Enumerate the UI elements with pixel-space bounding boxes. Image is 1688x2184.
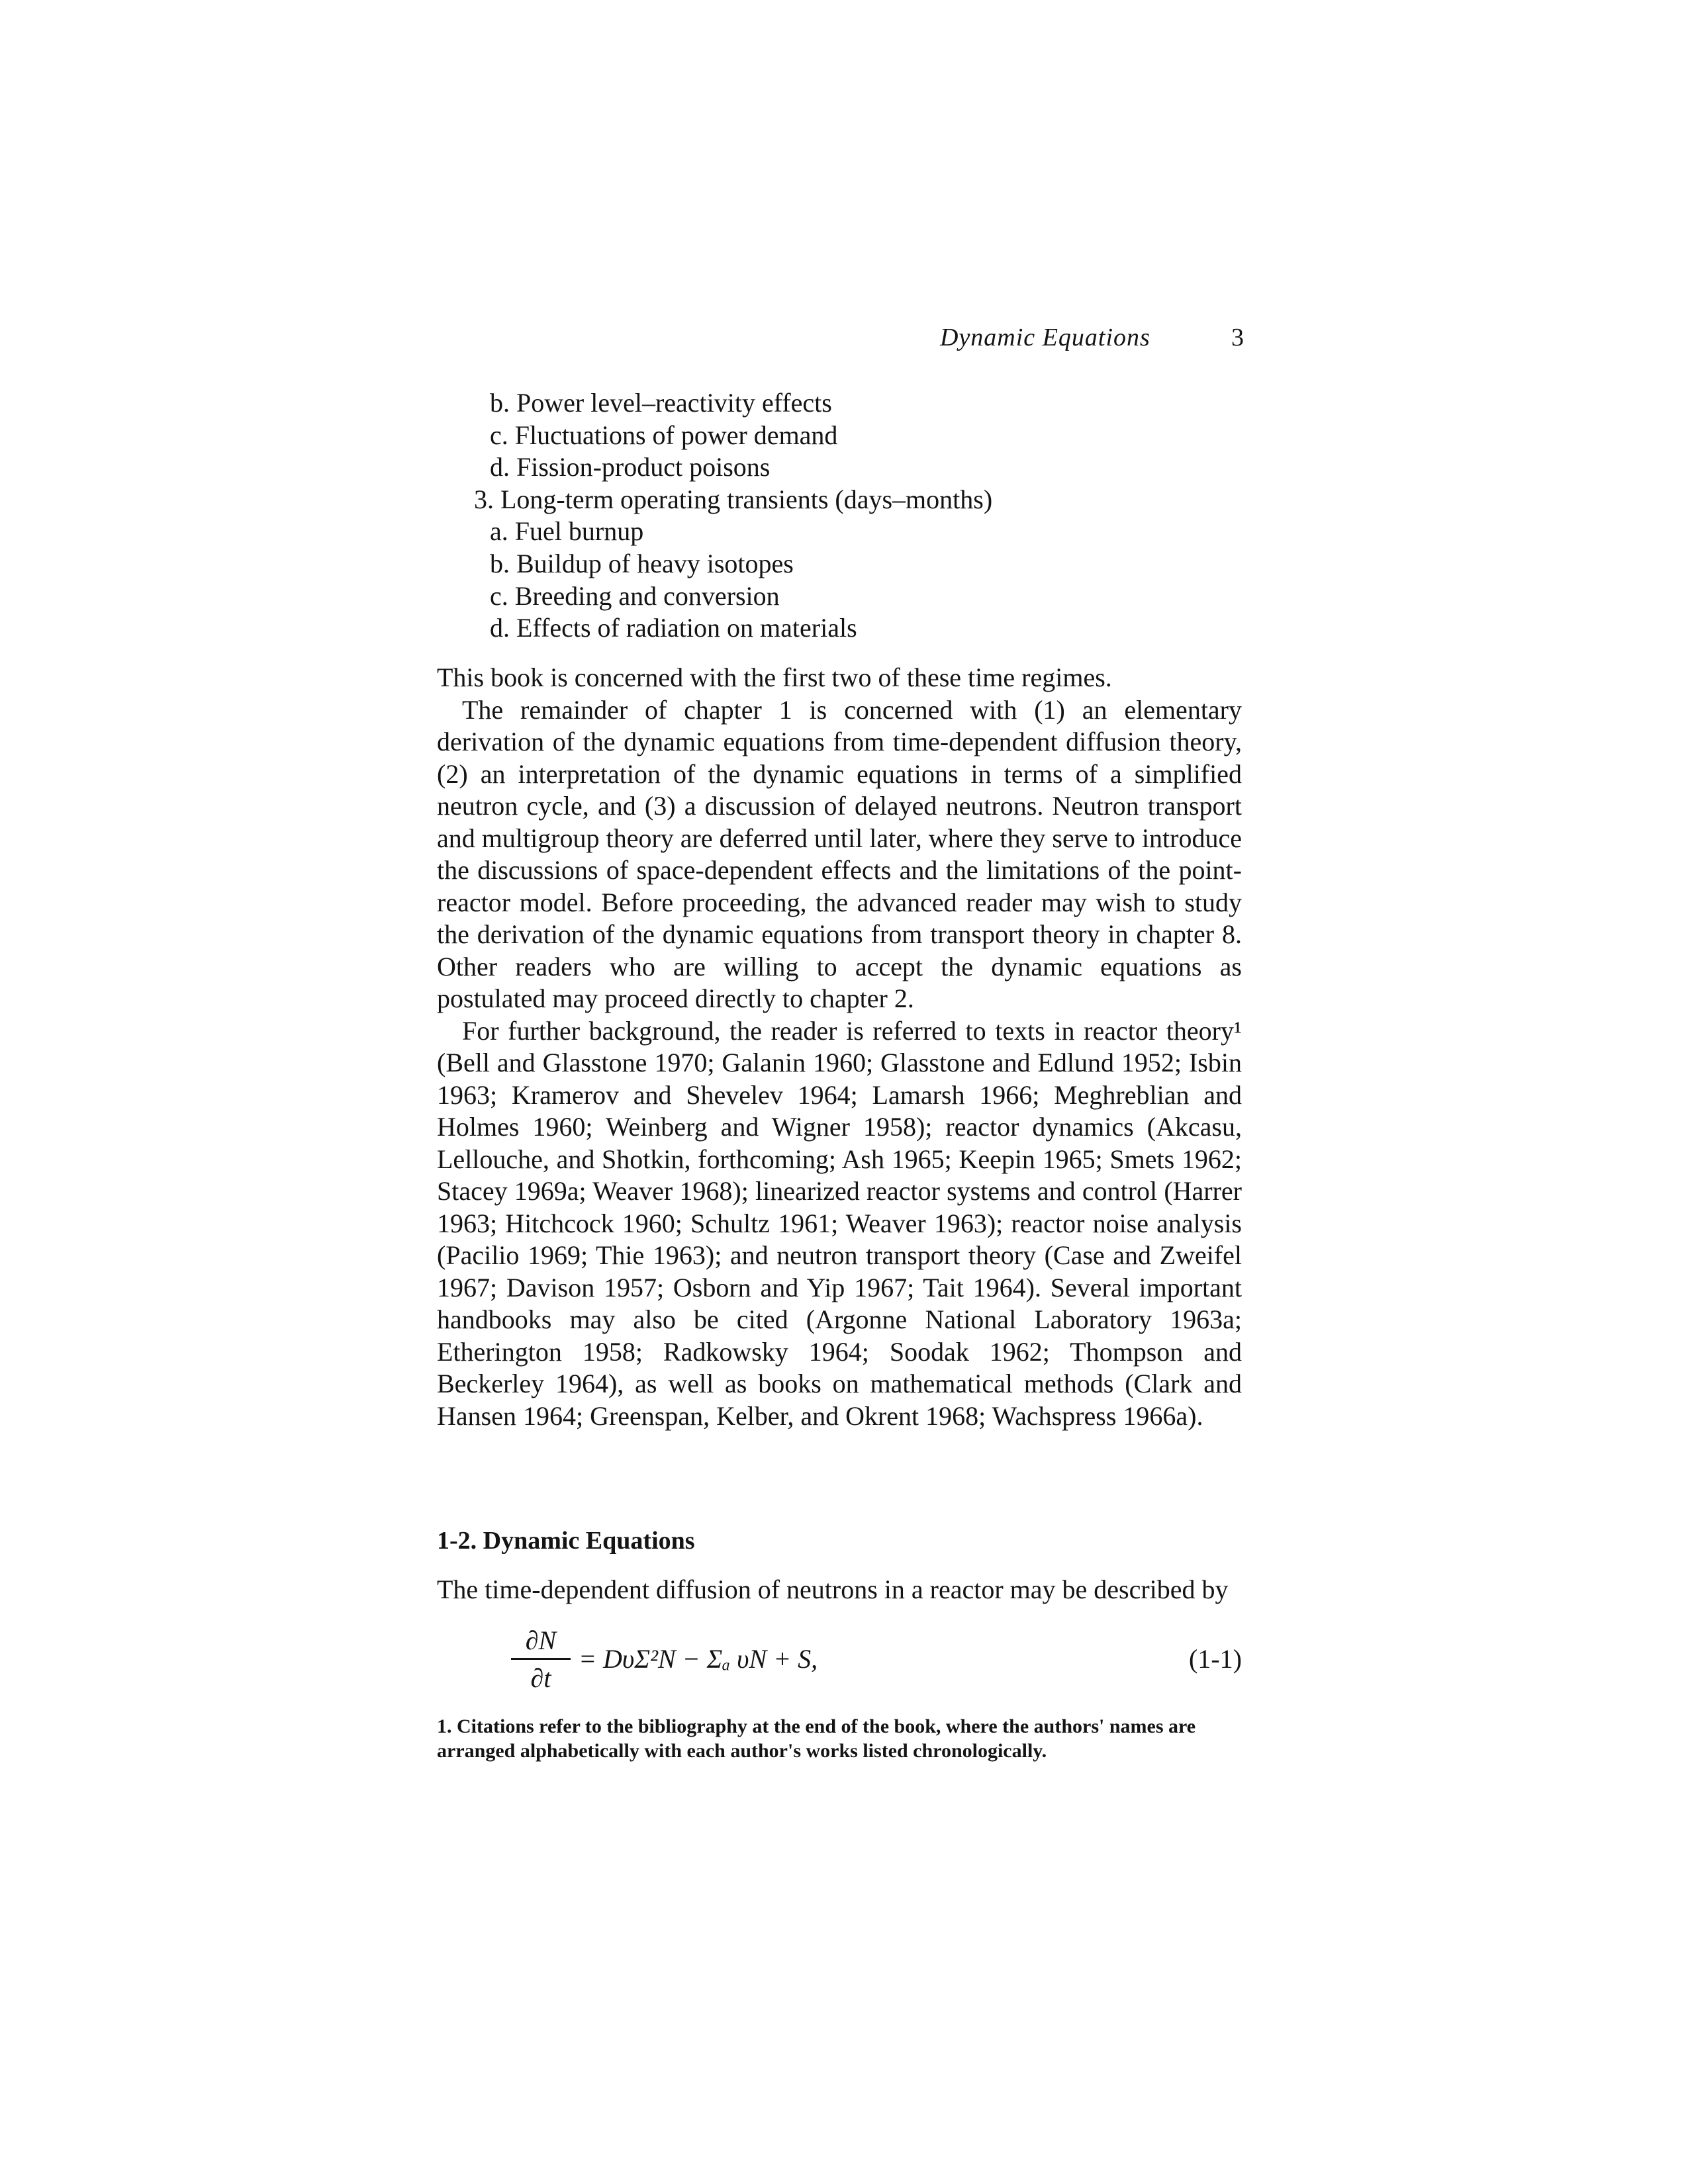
list-item: b. Power level–reactivity effects xyxy=(490,388,832,418)
equation-number: (1-1) xyxy=(1189,1644,1242,1674)
paragraph: For further background, the reader is referred to texts in reactor theory¹ (Bell and Glasstone 1970; Galanin 1960; Glasstone and Edlund 1952; Isbin 1963; Kramerov and Shevelev 1964; Lamarsh 1966; Meghreblian and Holmes 1960; Weinberg and Wigner 1958); reactor dynamics (Akcasu, Lellouche, and Shotkin, forthcoming; Ash 1965; Keepin 1965; Smets 1962; Stacey 1969a; Weaver 1968); linearized reactor systems and control (Harrer 1963; Hitchcock 1960; Schultz 1961; Weaver 1963); reactor noise analysis (Pacilio 1969; Thie 1963); and neutron transport theory (Case and Zweifel 1967; Davison 1957; Osborn and Yip 1967; Tait 1964). Several important handbooks may also be cited (Argonne National Laboratory 1963a; Etherington 1958; Radkowsky 1964; Soodak 1962; Thompson and Beckerley 1964), as well as books on mathematical methods (Clark and Hansen 1964; Greenspan, Kelber, and Okrent 1968; Wachspress 1966a). xyxy=(437,1015,1242,1431)
paragraph: The remainder of chapter 1 is concerned with (1) an elementary derivation of the dynamic equations from time-dependent diffusion theory, (2) an interpretation of the dynamic equations in terms of a simplified neutron cycle, and (3) a discussion of delayed neutrons. Neutron transport and multigroup theory are deferred until later, where they serve to introduce the discussions of space-dependent effects and the limitations of the point-reactor model. Before proceeding, the advanced reader may wish to study the derivation of the dynamic equations from transport theory in chapter 8. Other readers who are willing to accept the dynamic equations as postulated may proceed directly to chapter 2. xyxy=(437,694,1242,1013)
section-intro: The time-dependent diffusion of neutrons in a reactor may be described by xyxy=(437,1574,1229,1604)
body-text xyxy=(437,662,1242,1432)
list-item: d. Effects of radiation on materials xyxy=(490,613,857,643)
fraction-bar xyxy=(511,1658,571,1660)
running-head-title: Dynamic Equations xyxy=(940,324,1150,351)
section-heading: 1-2. Dynamic Equations xyxy=(437,1527,695,1555)
list-item: a. Fuel burnup xyxy=(490,516,644,547)
equation-denominator: ∂t xyxy=(530,1663,551,1693)
equation-1-1 xyxy=(437,1625,1242,1698)
running-head xyxy=(940,323,1244,363)
list-item: b. Buildup of heavy isotopes xyxy=(490,548,794,578)
list-item: 3. Long-term operating transients (days–months) xyxy=(474,484,993,514)
equation-numerator: ∂N xyxy=(525,1625,557,1655)
equation-rhs: = DυΣ²N − Σₐ υN + S, xyxy=(579,1644,818,1674)
page-number: 3 xyxy=(1231,324,1244,351)
list-item: c. Breeding and conversion xyxy=(490,580,780,611)
list-item: d. Fission-product poisons xyxy=(490,452,771,482)
list-item: c. Fluctuations of power demand xyxy=(490,420,838,450)
outline-list xyxy=(437,387,1297,645)
paragraph: This book is concerned with the first two of these time regimes. xyxy=(437,662,1112,692)
footnote: 1. Citations refer to the bibliography at the end of the book, where the authors' names are arranged alphabetically with each author's works listed chronologically. xyxy=(437,1715,1196,1762)
equation-fraction xyxy=(511,1625,571,1694)
